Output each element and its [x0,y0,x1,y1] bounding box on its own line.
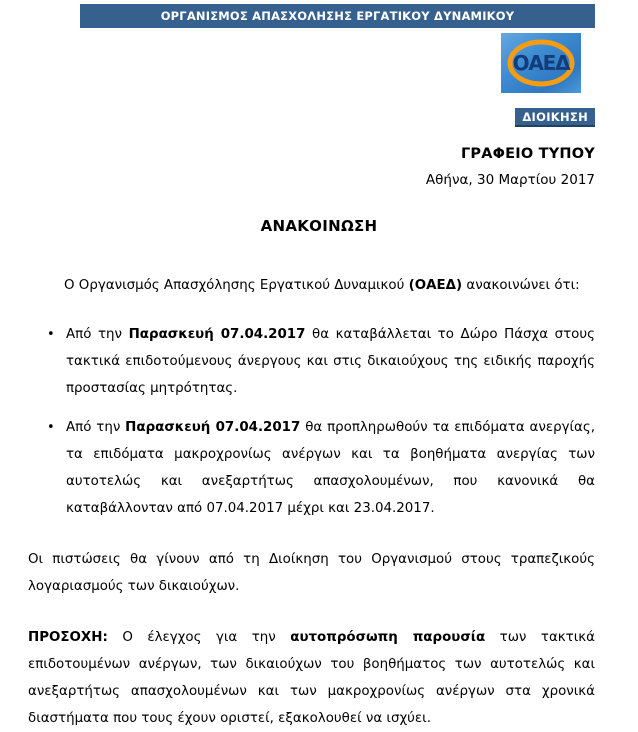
administration-badge-container [450,106,595,127]
bullet-text-before: Από την [66,327,129,342]
svg-text:ΟΑΕΔ: ΟΑΕΔ [512,51,570,75]
bullet-point-icon: • [47,420,55,435]
intro-bold-oaed: (ΟΑΕΔ) [408,278,463,293]
intro-paragraph [28,272,595,299]
bullet-text-after: θα προπληρωθούν τα επιδόματα ανεργίας, τα επιδόματα μακροχρονίως ανέργων και τα βοηθήματα ανεργίας των αυτοτελώς και ανεξαρτήτως απασχολουμένων, που κανονικά θα καταβάλλονταν από 07.04.2017 μέχρι και 23.04.2017. [66,420,595,516]
oaed-logo [501,33,581,93]
bullet-text-after: θα καταβάλλεται το Δώρο Πάσχα στους τακτικά επιδοτούμενους άνεργους και στις δικαιούχους της ειδικής παροχής προστασίας μητρότητας. [66,327,595,396]
attention-bold-presence: αυτοπρόσωπη παρουσία [290,630,486,645]
credits-paragraph: Οι πιστώσεις θα γίνουν από τη Διοίκηση του Οργανισμού στους τραπεζικούς λογαριασμούς των δικαιούχων. [28,552,595,594]
list-item [28,321,595,402]
bullet-bold-date: Παρασκευή 07.04.2017 [125,420,301,435]
attention-label: ΠΡΟΣΟΧΗ: [28,630,108,645]
press-office-label: ΓΡΑΦΕΙΟ ΤΥΠΟΥ [460,146,595,162]
page-title: ΑΝΑΚΟΙΝΩΣΗ [260,217,378,235]
administration-badge: ΔΙΟΙΚΗΣΗ [515,108,595,127]
document-date: Αθήνα, 30 Μαρτίου 2017 [425,172,595,188]
organization-title: ΟΡΓΑΝΙΣΜΟΣ ΑΠΑΣΧΟΛΗΣΗΣ ΕΡΓΑΤΙΚΟΥ ΔΥΝΑΜΙΚΟΥ [160,9,515,23]
attention-paragraph [28,624,595,732]
intro-text-before: Ο Οργανισμός Απασχόλησης Εργατικού Δυναμικού [64,278,409,293]
list-item [28,414,595,522]
attention-text-before: Ο έλεγχος για την [107,630,291,645]
bullet-text-before: Από την [66,420,126,435]
bullet-bold-date: Παρασκευή 07.04.2017 [128,327,306,342]
attention-text-after: των τακτικά επιδοτουμένων ανέργων, των δικαιούχων του βοηθήματος των αυτοτελώς και ανεξαρτήτως απασχολουμένων και των μακροχρονίως ανέργων στα χρονικά διαστήματα που τους έχουν οριστεί, εξακολουθεί να ισχύει. [28,630,595,726]
announcement-bullet-list [28,321,595,522]
bullet-point-icon: • [47,327,55,342]
intro-text-after: ανακοινώνει ότι: [462,278,580,293]
oaed-logo-icon [501,33,581,93]
organization-header-bar [80,4,595,28]
document-body [28,272,595,732]
